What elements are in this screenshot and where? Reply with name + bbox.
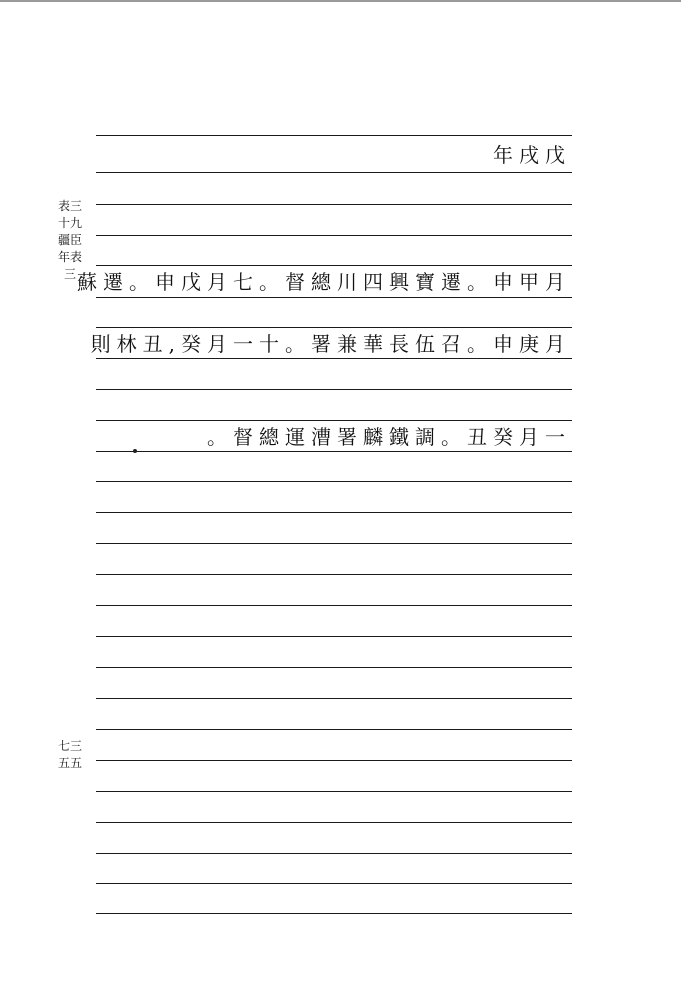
rule-line (96, 760, 572, 761)
rule-line (96, 791, 572, 792)
rule-line (96, 605, 572, 606)
side-note-page-number: 七三五五 (58, 739, 83, 770)
rule-line (96, 636, 572, 637)
rule-line (96, 853, 572, 854)
row-entry-1: 蘇遷。申戊月七。督總川四興寶遷。申甲月 (77, 270, 571, 294)
rule-line (96, 135, 572, 136)
rule-line (96, 297, 572, 298)
rule-line (96, 512, 572, 513)
rule-line (96, 327, 572, 328)
rule-line (96, 481, 572, 482)
row-entry-3: 。督總運漕署麟鐵調。丑癸月一 (207, 425, 571, 449)
rule-line (96, 420, 572, 421)
rule-line (96, 698, 572, 699)
rule-line (96, 172, 572, 173)
rule-line (96, 265, 572, 266)
rule-line (96, 543, 572, 544)
rule-line (96, 574, 572, 575)
rule-line (96, 389, 572, 390)
rule-line (96, 204, 572, 205)
row-entry-2: 則林丑,癸月一十。署兼華長伍召。申庚月 (90, 332, 571, 356)
rule-line (96, 883, 572, 884)
side-note-title: 表三十九 疆臣年表三 (58, 199, 83, 281)
ink-mark (133, 449, 137, 453)
top-border (0, 0, 681, 2)
rule-line (96, 235, 572, 236)
row-year-header: 年戌戊 (493, 143, 571, 167)
rule-line (96, 913, 572, 914)
rule-line (96, 729, 572, 730)
rule-line (96, 822, 572, 823)
rule-line (96, 667, 572, 668)
